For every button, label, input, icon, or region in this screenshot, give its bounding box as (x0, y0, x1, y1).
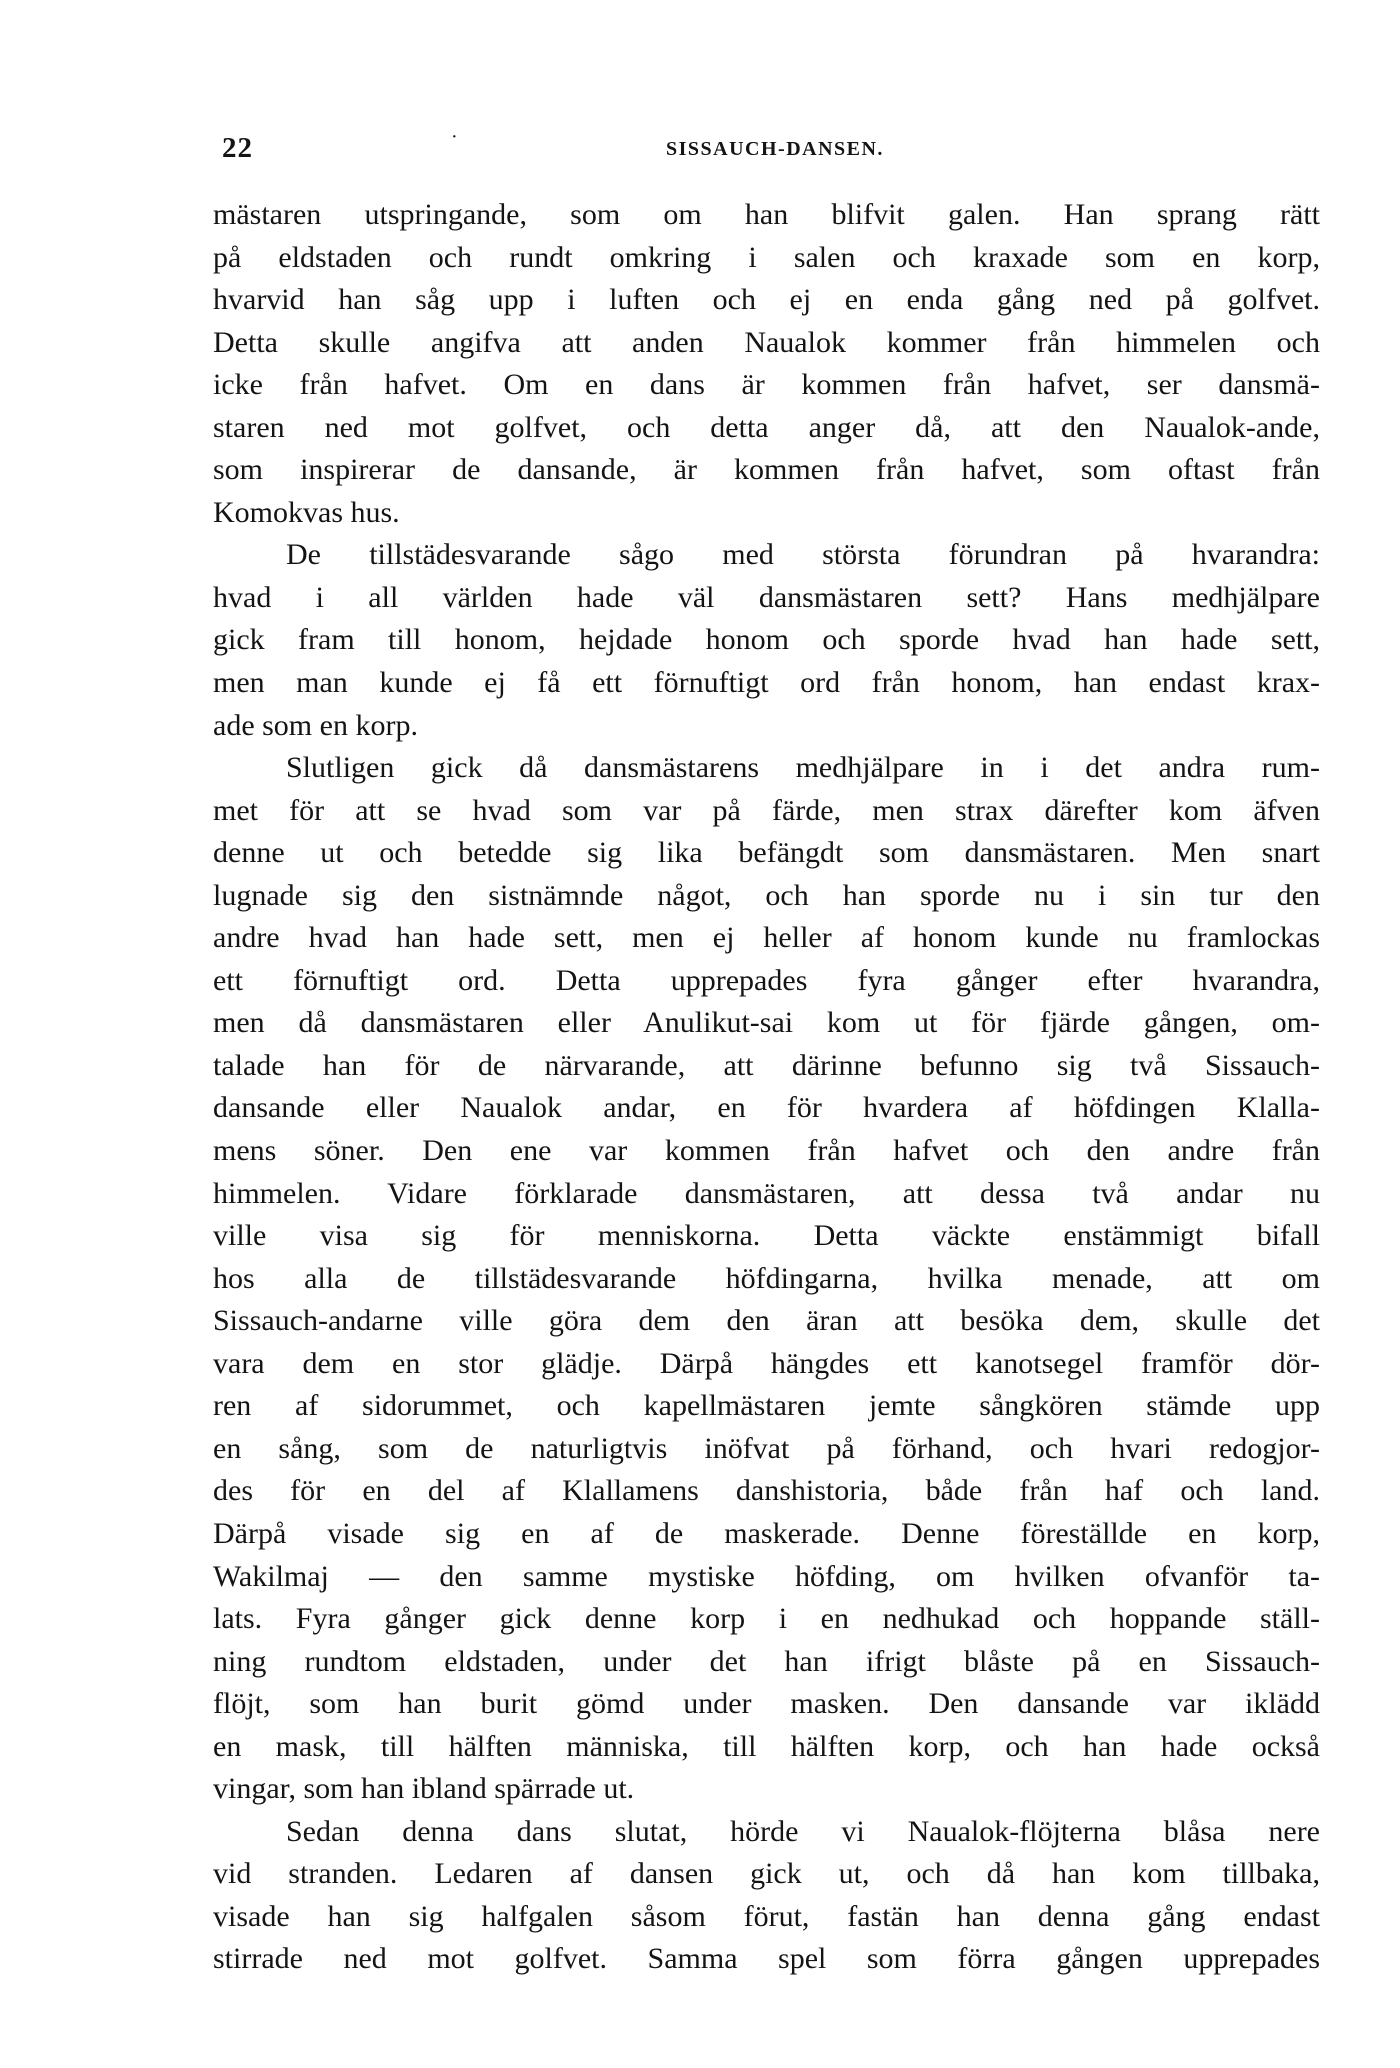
text-line: en sång, som de naturligtvis inöfvat på förhand, och hvari redogjor- (213, 1431, 1320, 1465)
text-line: hos alla de tillstädesvarande höfdingarna, hvilka menade, att om (213, 1261, 1320, 1295)
text-line: lugnade sig den sistnämnde något, och han sporde nu i sin tur den (213, 878, 1320, 912)
running-head (218, 126, 1318, 172)
text-line: mens söner. Den ene var kommen från hafvet och den andre från (213, 1134, 1320, 1168)
text-line: på eldstaden och rundt omkring i salen och kraxade som en korp, (213, 240, 1320, 274)
header-mark: · (451, 126, 458, 148)
text-line: mästaren utspringande, som om han blifvit galen. Han sprang rätt (213, 198, 1320, 231)
text-line: himmelen. Vidare förklarade dansmästaren, att dessa två andar nu (213, 1176, 1320, 1210)
text-line: talade han för de närvarande, att därinne befunno sig två Sissauch- (213, 1048, 1320, 1082)
text-line: Wakilmaj — den samme mystiske höfding, om hvilken ofvanför ta- (213, 1559, 1320, 1593)
text-line: Slutligen gick då dansmästarens medhjälpare in i det andra rum- (286, 751, 1320, 785)
text-line: Sedan denna dans slutat, hörde vi Naualok-flöjterna blåsa nere (286, 1814, 1320, 1848)
text-line: gick fram till honom, hejdade honom och sporde hvad han hade sett, (213, 623, 1320, 657)
text-line: andre hvad han hade sett, men ej heller af honom kunde nu framlockas (213, 921, 1320, 955)
text-line: ning rundtom eldstaden, under det han ifrigt blåste på en Sissauch- (213, 1644, 1320, 1678)
text-line: denne ut och betedde sig lika befängdt som dansmästaren. Men snart (213, 836, 1320, 870)
text-line: lats. Fyra gånger gick denne korp i en nedhukad och hoppande ställ- (213, 1602, 1320, 1636)
text-line: Detta skulle angifva att anden Naualok kommer från himmelen och (213, 325, 1320, 359)
text-line: ren af sidorummet, och kapellmästaren jemte sångkören stämde upp (213, 1389, 1320, 1423)
text-line: Därpå visade sig en af de maskerade. Denne föreställde en korp, (213, 1516, 1320, 1550)
text-line: hvad i all världen hade väl dansmästaren sett? Hans medhjälpare (213, 580, 1320, 614)
text-line: en mask, till hälften människa, till hälften korp, och han hade också (213, 1729, 1320, 1763)
text-line: vara dem en stor glädje. Därpå hängdes ett kanotsegel framför dör- (213, 1346, 1320, 1380)
text-line: vid stranden. Ledaren af dansen gick ut, och då han kom tillbaka, (213, 1857, 1320, 1891)
text-line: vingar, som han ibland spärrade ut. (213, 1772, 635, 1806)
text-line: icke från hafvet. Om en dans är kommen från hafvet, ser dansmä- (213, 368, 1320, 402)
text-line: men då dansmästaren eller Anulikut-sai kom ut för fjärde gången, om- (213, 1006, 1320, 1040)
text-line: hvarvid han såg upp i luften och ej en enda gång ned på golfvet. (213, 283, 1320, 317)
text-line: men man kunde ej få ett förnuftigt ord från honom, han endast krax- (213, 666, 1320, 700)
text-line: som inspirerar de dansande, är kommen från hafvet, som oftast från (213, 453, 1320, 487)
text-line: flöjt, som han burit gömd under masken. Den dansande var iklädd (213, 1687, 1320, 1721)
body-text (213, 194, 1320, 1981)
text-line: De tillstädesvarande sågo med största förundran på hvarandra: (286, 538, 1320, 572)
text-line: des för en del af Klallamens danshistoria, både från haf och land. (213, 1474, 1320, 1508)
text-line: staren ned mot golfvet, och detta anger då, att den Naualok-ande, (213, 410, 1320, 444)
running-title: SISSAUCH-DANSEN. (666, 138, 884, 160)
text-line: visade han sig halfgalen såsom förut, fastän han denna gång endast (213, 1899, 1320, 1933)
text-line: ett förnuftigt ord. Detta upprepades fyra gånger efter hvarandra, (213, 963, 1320, 997)
text-line: Komokvas hus. (213, 495, 400, 529)
text-line: ade som en korp. (213, 708, 418, 742)
text-line: met för att se hvad som var på färde, men strax därefter kom äfven (213, 793, 1320, 827)
text-line: Sissauch-andarne ville göra dem den äran att besöka dem, skulle det (213, 1304, 1320, 1338)
text-line: ville visa sig för menniskorna. Detta väckte enstämmigt bifall (213, 1219, 1320, 1253)
text-line: stirrade ned mot golfvet. Samma spel som förra gången upprepades (213, 1942, 1320, 1976)
text-line: dansande eller Naualok andar, en för hvardera af höfdingen Klalla- (213, 1091, 1320, 1125)
page-number: 22 (222, 132, 253, 164)
